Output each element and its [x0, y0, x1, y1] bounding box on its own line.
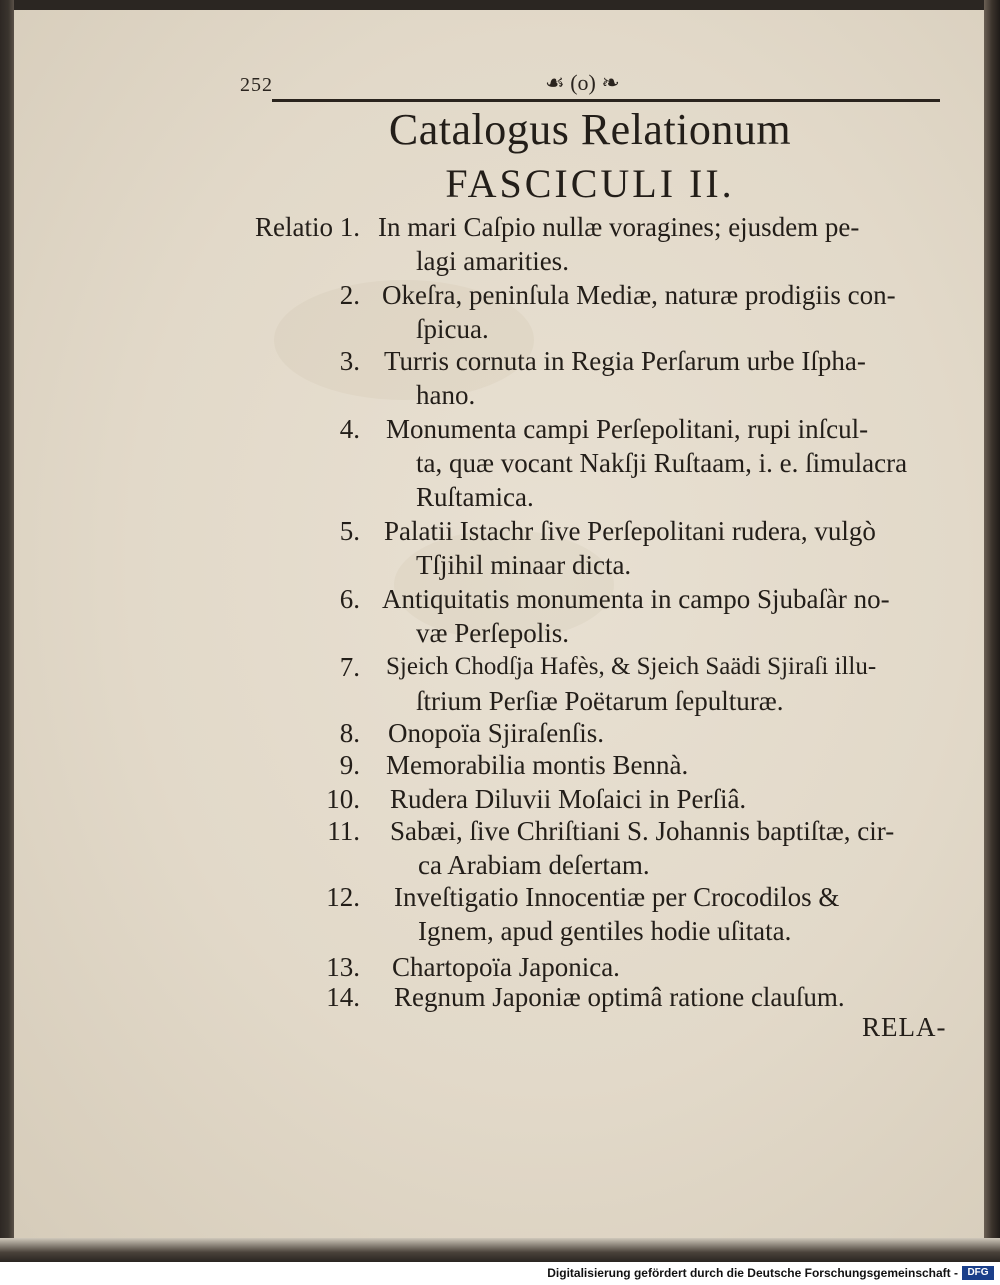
- list-item: [0, 716, 1000, 750]
- entry-line: Inveſtigatio Innocentiæ per Crocodilos &: [394, 882, 840, 912]
- page-title: Catalogus Relationum: [388, 105, 792, 154]
- list-item: [0, 412, 1000, 514]
- list-item: [0, 814, 1000, 882]
- entry-line: Turris cornuta in Regia Perſarum urbe Iſpha-: [384, 346, 866, 376]
- entry-line: Tſjihil minaar dicta.: [416, 550, 632, 580]
- list-item: [0, 880, 1000, 948]
- entry-line: væ Perſepolis.: [416, 618, 569, 648]
- entry-line: Sjeich Chodſja Hafès, & Sjeich Saädi Sjiraſi illu-: [386, 653, 877, 680]
- entry-line: hano.: [416, 380, 476, 410]
- entry-line: lagi amarities.: [416, 246, 569, 276]
- entry-number: 14.: [326, 982, 360, 1012]
- catchword: RELA-: [862, 1012, 947, 1042]
- entry-number: 2.: [339, 280, 360, 310]
- list-item: [0, 210, 1000, 278]
- page-number: 252: [240, 74, 273, 96]
- entry-line: Onopoïa Sjiraſenſis.: [388, 718, 604, 748]
- entry-number: 13.: [326, 952, 360, 982]
- entry-number: 9.: [339, 750, 360, 780]
- entry-line: In mari Caſpio nullæ voragines; ejusdem pe-: [378, 212, 860, 242]
- entry-line: ta, quæ vocant Nakſji Ruſtaam, i. e. ſimulacra: [416, 448, 908, 478]
- header-ornament: ☙ (o) ❧: [545, 70, 620, 95]
- entry-number: 6.: [339, 584, 360, 614]
- dfg-logo-icon: DFG: [962, 1266, 994, 1280]
- scan-edge-top: [0, 0, 1000, 10]
- list-item: [0, 582, 1000, 650]
- list-item: [0, 950, 1000, 984]
- entry-line: Okeſra, peninſula Mediæ, naturæ prodigiis con-: [382, 280, 896, 310]
- entry-number: 10.: [326, 784, 360, 814]
- entry-number: 12.: [326, 882, 360, 912]
- entry-number: 4.: [339, 414, 360, 444]
- page-subtitle: FASCICULI II.: [445, 161, 735, 206]
- digitization-footer: [0, 1262, 1000, 1285]
- funding-credit: Digitalisierung gefördert durch die Deutsche Forschungsgemeinschaft -: [547, 1266, 958, 1280]
- entry-line: Ruſtamica.: [416, 482, 534, 512]
- list-item: [0, 514, 1000, 582]
- entry-number: 5.: [339, 516, 360, 546]
- entry-line: Monumenta campi Perſepolitani, rupi inſcul-: [386, 414, 869, 444]
- entry-number: 3.: [339, 346, 360, 376]
- entry-line: Chartopoïa Japonica.: [392, 952, 620, 982]
- entry-number: Relatio 1.: [255, 212, 360, 242]
- entry-line: Antiquitatis monumenta in campo Sjubaſàr no-: [382, 584, 890, 614]
- list-item: [0, 782, 1000, 816]
- list-item: [0, 650, 1000, 718]
- scan-edge-bottom: [0, 1238, 1000, 1262]
- entry-line: ſpicua.: [416, 314, 489, 344]
- entry-line: Regnum Japoniæ optimâ ratione clauſum.: [394, 982, 845, 1012]
- entry-number: 11.: [327, 816, 360, 846]
- list-item: [0, 748, 1000, 782]
- entry-line: Palatii Istachr ſive Perſepolitani rudera, vulgò: [384, 516, 876, 546]
- running-header: [240, 66, 940, 106]
- entry-number: 8.: [339, 718, 360, 748]
- entry-line: Rudera Diluvii Moſaici in Perſiâ.: [390, 784, 747, 814]
- header-rule: [272, 99, 940, 102]
- entry-number: 7.: [339, 652, 360, 682]
- list-item: [0, 980, 1000, 1014]
- entry-line: Memorabilia montis Bennà.: [386, 750, 689, 780]
- entry-line: Ignem, apud gentiles hodie uſitata.: [418, 916, 792, 946]
- list-item: [0, 278, 1000, 346]
- entry-line: ca Arabiam deſertam.: [418, 850, 650, 880]
- entry-line: Sabæi, ſive Chriſtiani S. Johannis baptiſtæ, cir-: [390, 816, 895, 846]
- list-item: [0, 344, 1000, 412]
- entry-line: ſtrium Perſiæ Poëtarum ſepulturæ.: [416, 686, 784, 716]
